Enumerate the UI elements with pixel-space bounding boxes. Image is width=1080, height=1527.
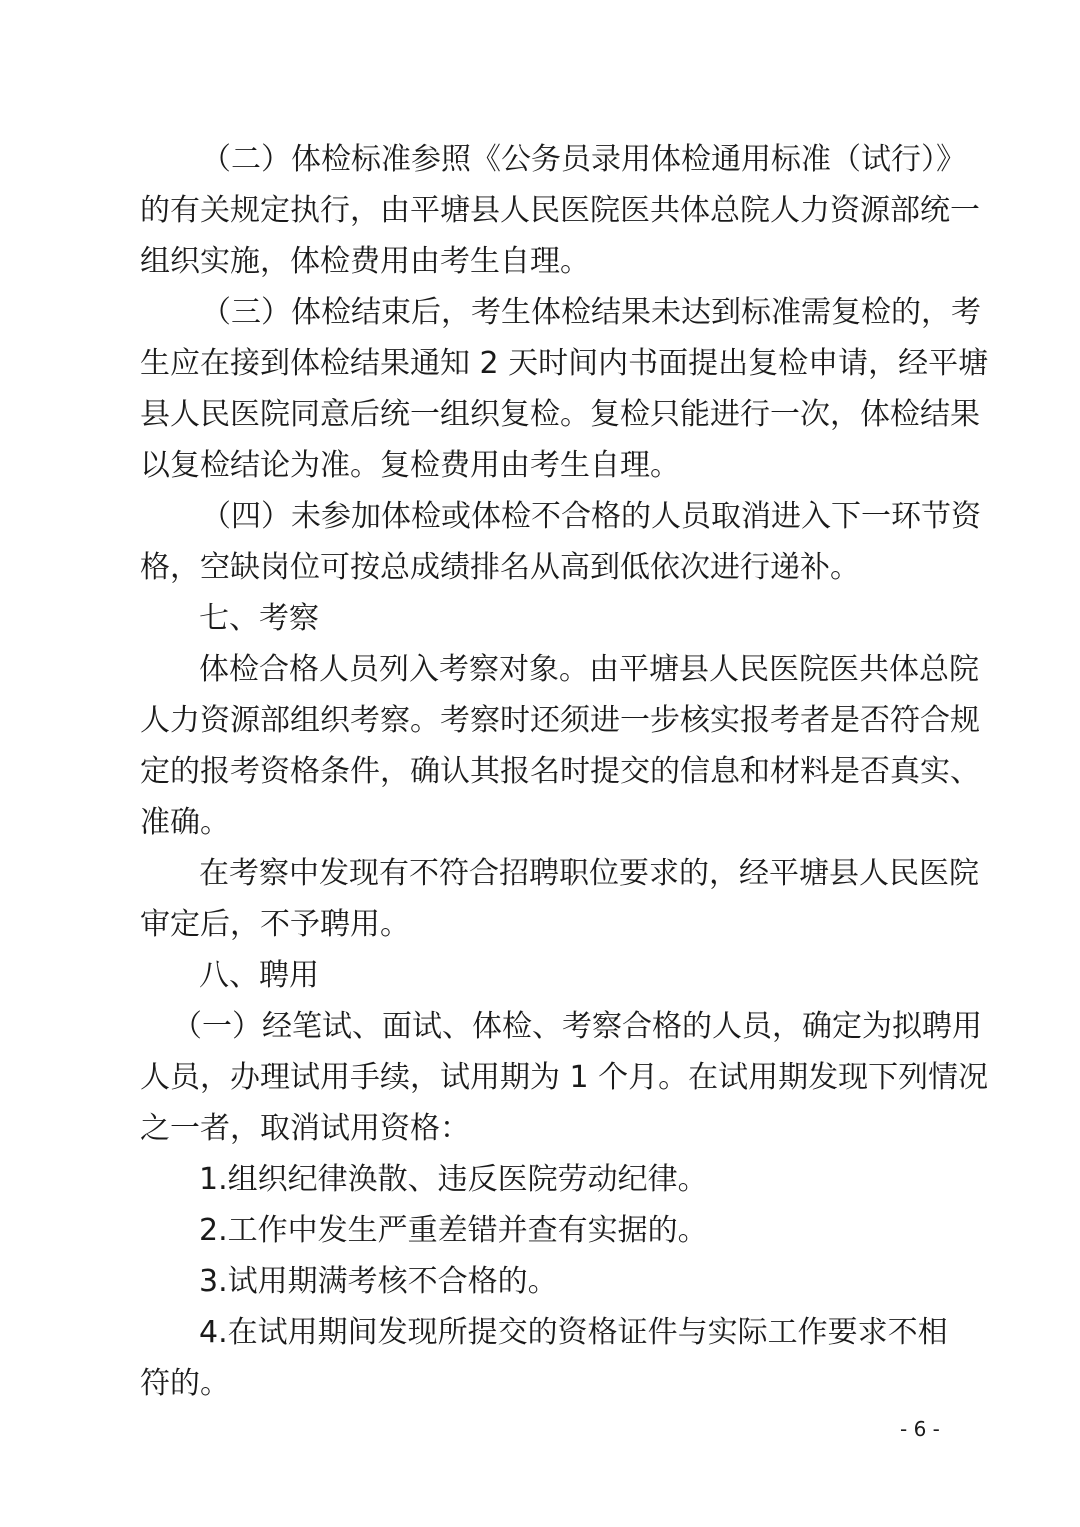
text-line: 人力资源部组织考察。考察时还须进一步核实报考者是否符合规 [140,703,980,738]
text-line: （二）体检标准参照《公务员录用体检通用标准（试行）》 [201,142,966,177]
text-line: 组织实施，体检费用由考生自理。 [140,244,590,279]
list-item: 3.试用期满考核不合格的。 [199,1264,558,1299]
text-line: 之一者，取消试用资格： [140,1111,470,1146]
list-item: 1.组织纪律涣散、违反医院劳动纪律。 [199,1162,708,1197]
text-line: 审定后，不予聘用。 [140,907,410,942]
text-line: 格，空缺岗位可按总成绩排名从高到低依次进行递补。 [140,550,860,585]
page-number: - 6 - [900,1417,940,1441]
text-line: 人员，办理试用手续，试用期为 1 个月。在试用期发现下列情况 [140,1060,989,1095]
section-heading: 七、考察 [199,601,319,636]
section-heading: 八、聘用 [199,958,319,993]
text-line: 县人民医院同意后统一组织复检。复检只能进行一次，体检结果 [140,397,980,432]
text-line: 生应在接到体检结果通知 2 天时间内书面提出复检申请，经平塘 [140,346,989,381]
list-item: 2.工作中发生严重差错并查有实据的。 [199,1213,708,1248]
text-line: （一）经笔试、面试、体检、考察合格的人员，确定为拟聘用 [172,1009,982,1044]
text-line: 的有关规定执行，由平塘县人民医院医共体总院人力资源部统一 [140,193,980,228]
text-line: 准确。 [140,805,230,840]
text-line: 体检合格人员列入考察对象。由平塘县人民医院医共体总院 [199,652,979,687]
text-line: 定的报考资格条件，确认其报名时提交的信息和材料是否真实、 [140,754,980,789]
text-line: （四）未参加体检或体检不合格的人员取消进入下一环节资 [201,499,981,534]
text-line: 以复检结论为准。复检费用由考生自理。 [140,448,680,483]
list-item: 4.在试用期间发现所提交的资格证件与实际工作要求不相 [199,1315,948,1350]
text-line: （三）体检结束后，考生体检结果未达到标准需复检的，考 [201,295,981,330]
text-line: 符的。 [140,1366,230,1401]
text-line: 在考察中发现有不符合招聘职位要求的，经平塘县人民医院 [199,856,979,891]
